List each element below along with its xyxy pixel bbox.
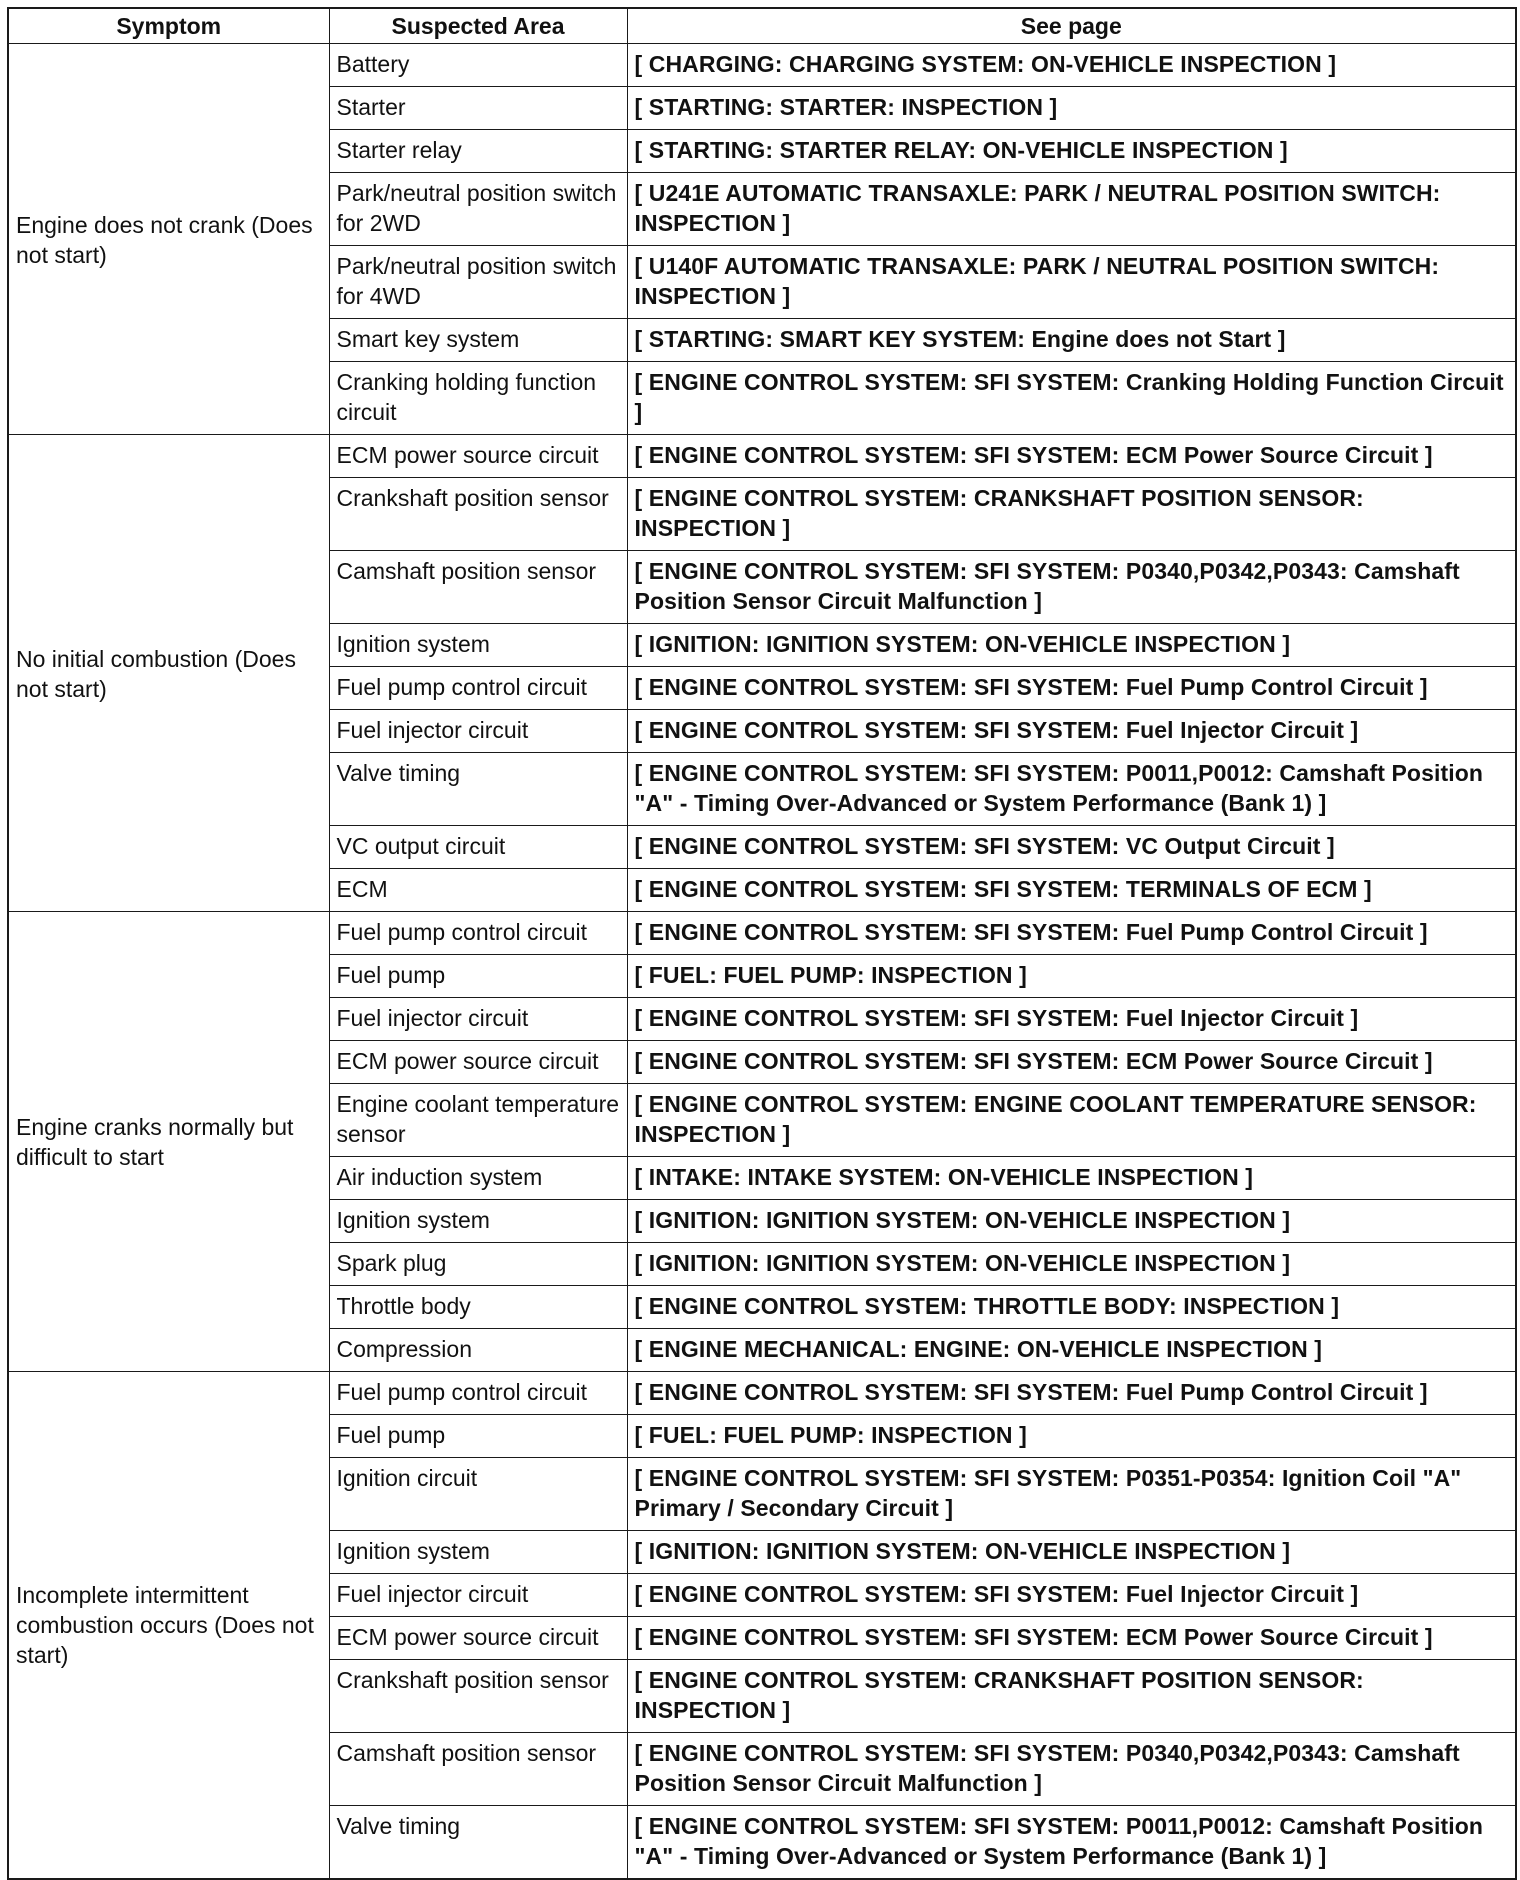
see-page-reference: [ ENGINE CONTROL SYSTEM: SFI SYSTEM: P0340,P0342,P0343: Camshaft Position Sensor Circuit Malfunction ] — [627, 1733, 1516, 1806]
see-page-reference: [ ENGINE CONTROL SYSTEM: SFI SYSTEM: ECM Power Source Circuit ] — [627, 1617, 1516, 1660]
see-page-reference: [ ENGINE CONTROL SYSTEM: SFI SYSTEM: P0340,P0342,P0343: Camshaft Position Sensor Circuit Malfunction ] — [627, 551, 1516, 624]
suspected-area-cell: Spark plug — [329, 1243, 627, 1286]
see-page-reference: [ ENGINE CONTROL SYSTEM: SFI SYSTEM: Cranking Holding Function Circuit ] — [627, 362, 1516, 435]
suspected-area-cell: Battery — [329, 44, 627, 87]
suspected-area-cell: Starter relay — [329, 130, 627, 173]
suspected-area-cell: Valve timing — [329, 753, 627, 826]
see-page-reference: [ ENGINE CONTROL SYSTEM: CRANKSHAFT POSITION SENSOR: INSPECTION ] — [627, 478, 1516, 551]
header-symptom: Symptom — [8, 8, 329, 44]
suspected-area-cell: Fuel pump control circuit — [329, 1372, 627, 1415]
see-page-reference: [ STARTING: SMART KEY SYSTEM: Engine does not Start ] — [627, 319, 1516, 362]
suspected-area-cell: Ignition system — [329, 624, 627, 667]
see-page-reference: [ ENGINE CONTROL SYSTEM: SFI SYSTEM: VC Output Circuit ] — [627, 826, 1516, 869]
symptom-cell: Incomplete intermittent combustion occurs (Does not start) — [8, 1372, 329, 1879]
suspected-area-cell: Camshaft position sensor — [329, 1733, 627, 1806]
header-suspected-area: Suspected Area — [329, 8, 627, 44]
see-page-reference: [ IGNITION: IGNITION SYSTEM: ON-VEHICLE INSPECTION ] — [627, 624, 1516, 667]
table-row — [8, 912, 1516, 955]
see-page-reference: [ INTAKE: INTAKE SYSTEM: ON-VEHICLE INSPECTION ] — [627, 1157, 1516, 1200]
suspected-area-cell: Crankshaft position sensor — [329, 1660, 627, 1733]
suspected-area-cell: Park/neutral position switch for 4WD — [329, 246, 627, 319]
see-page-reference: [ ENGINE CONTROL SYSTEM: SFI SYSTEM: Fuel Pump Control Circuit ] — [627, 667, 1516, 710]
header-see-page: See page — [627, 8, 1516, 44]
see-page-reference: [ ENGINE CONTROL SYSTEM: SFI SYSTEM: TERMINALS OF ECM ] — [627, 869, 1516, 912]
see-page-reference: [ ENGINE CONTROL SYSTEM: SFI SYSTEM: P0011,P0012: Camshaft Position "A" - Timing Over-Advanced or System Performance (Bank 1) ] — [627, 753, 1516, 826]
suspected-area-cell: Valve timing — [329, 1806, 627, 1879]
see-page-reference: [ IGNITION: IGNITION SYSTEM: ON-VEHICLE INSPECTION ] — [627, 1531, 1516, 1574]
see-page-reference: [ FUEL: FUEL PUMP: INSPECTION ] — [627, 955, 1516, 998]
table-header-row — [8, 8, 1516, 44]
suspected-area-cell: Fuel injector circuit — [329, 710, 627, 753]
suspected-area-cell: VC output circuit — [329, 826, 627, 869]
suspected-area-cell: ECM power source circuit — [329, 1617, 627, 1660]
symptom-cell: Engine does not crank (Does not start) — [8, 44, 329, 435]
suspected-area-cell: Fuel pump control circuit — [329, 912, 627, 955]
suspected-area-cell: Fuel injector circuit — [329, 1574, 627, 1617]
see-page-reference: [ ENGINE MECHANICAL: ENGINE: ON-VEHICLE INSPECTION ] — [627, 1329, 1516, 1372]
see-page-reference: [ U140F AUTOMATIC TRANSAXLE: PARK / NEUTRAL POSITION SWITCH: INSPECTION ] — [627, 246, 1516, 319]
see-page-reference: [ ENGINE CONTROL SYSTEM: SFI SYSTEM: P0351-P0354: Ignition Coil "A" Primary / Secondary Circuit ] — [627, 1458, 1516, 1531]
see-page-reference: [ ENGINE CONTROL SYSTEM: SFI SYSTEM: Fuel Pump Control Circuit ] — [627, 912, 1516, 955]
table-row — [8, 1372, 1516, 1415]
suspected-area-cell: Park/neutral position switch for 2WD — [329, 173, 627, 246]
suspected-area-cell: Fuel pump — [329, 955, 627, 998]
suspected-area-cell: Fuel injector circuit — [329, 998, 627, 1041]
see-page-reference: [ ENGINE CONTROL SYSTEM: SFI SYSTEM: P0011,P0012: Camshaft Position "A" - Timing Over-Advanced or System Performance (Bank 1) ] — [627, 1806, 1516, 1879]
see-page-reference: [ FUEL: FUEL PUMP: INSPECTION ] — [627, 1415, 1516, 1458]
see-page-reference: [ ENGINE CONTROL SYSTEM: SFI SYSTEM: Fuel Pump Control Circuit ] — [627, 1372, 1516, 1415]
symptom-cell: No initial combustion (Does not start) — [8, 435, 329, 912]
suspected-area-cell: Ignition circuit — [329, 1458, 627, 1531]
suspected-area-cell: Air induction system — [329, 1157, 627, 1200]
suspected-area-cell: Starter — [329, 87, 627, 130]
table-row — [8, 435, 1516, 478]
suspected-area-cell: Camshaft position sensor — [329, 551, 627, 624]
suspected-area-cell: Throttle body — [329, 1286, 627, 1329]
suspected-area-cell: Fuel pump control circuit — [329, 667, 627, 710]
suspected-area-cell: ECM power source circuit — [329, 435, 627, 478]
suspected-area-cell: Engine coolant temperature sensor — [329, 1084, 627, 1157]
see-page-reference: [ ENGINE CONTROL SYSTEM: CRANKSHAFT POSITION SENSOR: INSPECTION ] — [627, 1660, 1516, 1733]
see-page-reference: [ ENGINE CONTROL SYSTEM: SFI SYSTEM: ECM Power Source Circuit ] — [627, 1041, 1516, 1084]
suspected-area-cell: Ignition system — [329, 1200, 627, 1243]
see-page-reference: [ U241E AUTOMATIC TRANSAXLE: PARK / NEUTRAL POSITION SWITCH: INSPECTION ] — [627, 173, 1516, 246]
see-page-reference: [ IGNITION: IGNITION SYSTEM: ON-VEHICLE INSPECTION ] — [627, 1243, 1516, 1286]
symptom-cell: Engine cranks normally but difficult to start — [8, 912, 329, 1372]
see-page-reference: [ ENGINE CONTROL SYSTEM: SFI SYSTEM: Fuel Injector Circuit ] — [627, 710, 1516, 753]
see-page-reference: [ STARTING: STARTER: INSPECTION ] — [627, 87, 1516, 130]
suspected-area-cell: Compression — [329, 1329, 627, 1372]
see-page-reference: [ ENGINE CONTROL SYSTEM: SFI SYSTEM: Fuel Injector Circuit ] — [627, 1574, 1516, 1617]
suspected-area-cell: Cranking holding function circuit — [329, 362, 627, 435]
suspected-area-cell: Crankshaft position sensor — [329, 478, 627, 551]
suspected-area-cell: Smart key system — [329, 319, 627, 362]
see-page-reference: [ IGNITION: IGNITION SYSTEM: ON-VEHICLE INSPECTION ] — [627, 1200, 1516, 1243]
table-body — [8, 44, 1516, 1879]
see-page-reference: [ ENGINE CONTROL SYSTEM: THROTTLE BODY: INSPECTION ] — [627, 1286, 1516, 1329]
suspected-area-cell: Fuel pump — [329, 1415, 627, 1458]
suspected-area-cell: Ignition system — [329, 1531, 627, 1574]
see-page-reference: [ ENGINE CONTROL SYSTEM: SFI SYSTEM: ECM Power Source Circuit ] — [627, 435, 1516, 478]
suspected-area-cell: ECM — [329, 869, 627, 912]
see-page-reference: [ STARTING: STARTER RELAY: ON-VEHICLE INSPECTION ] — [627, 130, 1516, 173]
table-row — [8, 44, 1516, 87]
problem-symptoms-table — [7, 7, 1517, 1880]
see-page-reference: [ ENGINE CONTROL SYSTEM: ENGINE COOLANT TEMPERATURE SENSOR: INSPECTION ] — [627, 1084, 1516, 1157]
see-page-reference: [ CHARGING: CHARGING SYSTEM: ON-VEHICLE INSPECTION ] — [627, 44, 1516, 87]
see-page-reference: [ ENGINE CONTROL SYSTEM: SFI SYSTEM: Fuel Injector Circuit ] — [627, 998, 1516, 1041]
suspected-area-cell: ECM power source circuit — [329, 1041, 627, 1084]
